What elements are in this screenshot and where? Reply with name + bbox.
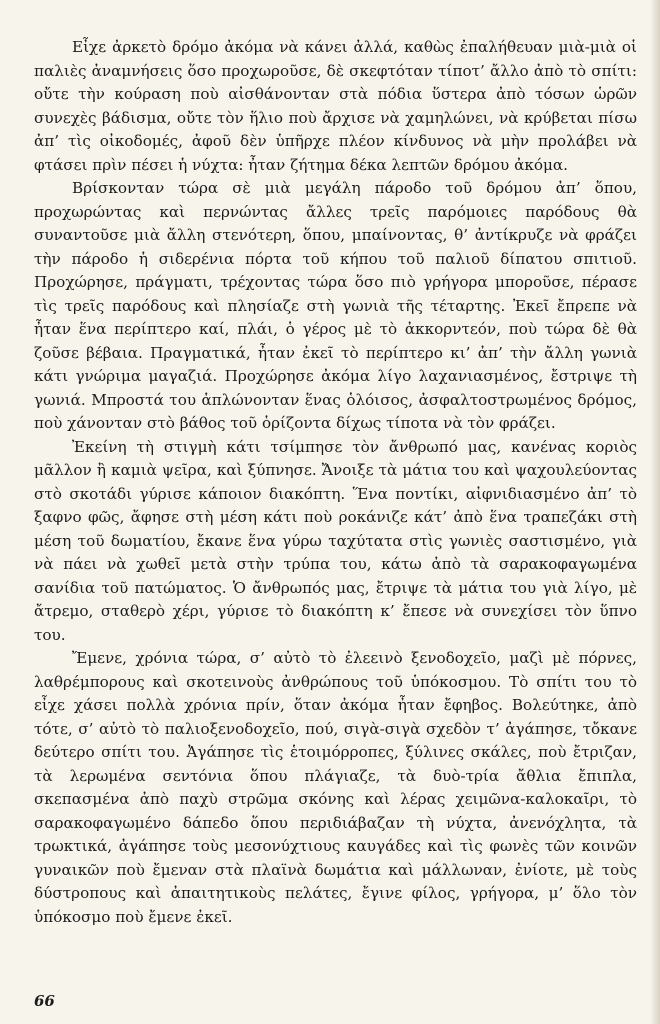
paragraph-3: Ἐκείνη τὴ στιγμὴ κάτι τσίμπησε τὸν ἄνθρωπό μας, κανένας κοριὸς μᾶλλον ἢ καμιὰ ψεῖρα, καὶ ξύπνησε. Ἄνοιξε τὰ μάτια του καὶ ψαχουλεύοντας στὸ σκοτάδι γύρισε κάποιον διακόπτη. Ἕνα ποντίκι, αἰφνιδιασμένο ἀπ’ τὸ ξαφνο φῶς, ἄφησε στὴ μέση κάτι ποὺ ροκάνιζε κάτ’ ἀπὸ ἕνα τραπεζάκι στὴ μέση τοῦ δωματίου, ἔκανε ἕνα γύρω ταχύτατα στὶς γωνιὲς σαστισμένο, γιὰ νὰ πάει νὰ χωθεῖ μετὰ στὴν τρύπα του, κάτω ἀπὸ τὰ σαρακοφαγωμένα σανίδια τοῦ πατώματος. Ὁ ἄνθρωπός μας, ἔτριψε τὰ μάτια του γιὰ λίγο, μὲ ἄτρεμο, σταθερὸ χέρι, γύρισε τὸ διακόπτη κ’ ἔπεσε νὰ συνεχίσει τὸν ὕπνο του.	[34, 437, 637, 644]
page-number: 66	[34, 992, 55, 1010]
paragraph-4: Ἔμενε, χρόνια τώρα, σ’ αὐτὸ τὸ ἐλεεινὸ ξενοδοχεῖο, μαζὶ μὲ πόρνες, λαθρέμπορους καὶ σκοτεινοὺς ἀνθρώπους τοῦ ὑπόκοσμου. Τὸ σπίτι του τὸ εἶχε χάσει πολλὰ χρόνια πρίν, ὅταν ἀκόμα ἦταν ἔφηβος. Βολεύτηκε, ἀπὸ τότε, σ’ αὐτὸ τὸ παλιοξενοδοχεῖο, πού, σιγὰ-σιγὰ σχεδὸν τ’ ἀγάπησε, τὄκανε δεύτερο σπίτι του. Ἀγάπησε τὶς ἑτοιμόρροπες, ξύλινες σκάλες, ποὺ ἔτριζαν, τὰ λερωμένα σεντόνια ὅπου πλάγιαζε, τὰ δυὸ-τρία ἄθλια ἔπιπλα, σκεπασμένα ἀπὸ παχὺ στρῶμα σκόνης καὶ λέρας χειμῶνα-καλοκαῖρι, τὸ σαρακοφαγωμένο δάπεδο ὅπου περιδιάβαζαν τὴ νύχτα, ἀνενόχλητα, τὰ τρωκτικά, ἀγάπησε τοὺς μεσονύχτιους καυγάδες καὶ τὶς φωνὲς τῶν κοινῶν γυναικῶν ποὺ ἔμεναν στὰ πλαϊνὰ δωμάτια καὶ μάλλωναν, ἐνίοτε, μὲ τοὺς δύστροπους καὶ ἀπαιτητικοὺς πελάτες, ἔγινε φίλος, γρήγορα, μ’ ὅλο τὸν ὑπόκοσμο ποὺ ἔμενε ἐκεῖ.	[34, 649, 637, 926]
paragraph-2: Βρίσκονταν τώρα σὲ μιὰ μεγάλη πάροδο τοῦ δρόμου ἀπ’ ὅπου, προχωρώντας καὶ περνώντας ἄλλες τρεῖς παρόμοιες παρόδους θὰ συναντοῦσε μιὰ ἄλλη στενότερη, ὅπου, μπαίνοντας, θ’ ἀντίκρυζε νὰ φράζει τὴν πάροδο ἡ σιδερένια πόρτα τοῦ κήπου τοῦ παλιοῦ δίπατου σπιτιοῦ. Προχώρησε, πράγματι, τρέχοντας τώρα ὅσο πιὸ γρήγορα μποροῦσε, πέρασε τὶς τρεῖς παρόδους καὶ πλησίαζε στὴ γωνιὰ τῆς τέταρτης. Ἐκεῖ ἔπρεπε νὰ ἦταν ἕνα περίπτερο καί, πλάι, ὁ γέρος μὲ τὸ ἀκκορντεόν, ποὺ τώρα δὲ θὰ ζοῦσε βέβαια. Πραγματικά, ἦταν ἐκεῖ τὸ περίπτερο κι’ ἀπ’ τὴν ἄλλη γωνιὰ κάτι γνώριμα μαγαζιά. Προχώρησε ἀκόμα λίγο λαχανιασμένος, ἔστριψε τὴ γωνιά. Μπροστά του ἁπλώνονταν ἕνας ὁλόισος, ἀσφαλτοστρωμένος δρόμος, ποὺ χάνονταν στὸ βάθος τοῦ ὁρίζοντα δίχως τίποτα νὰ τὸν φράζει.	[34, 179, 637, 432]
page-edge-shadow	[650, 0, 660, 1024]
body-text	[34, 36, 637, 929]
paragraph-1: Εἶχε ἀρκετὸ δρόμο ἀκόμα νὰ κάνει ἀλλά, καθὼς ἐπαλήθευαν μιὰ-μιὰ οἱ παλιὲς ἀναμνήσεις ὅσο προχωροῦσε, δὲ σκεφτόταν τίποτ’ ἄλλο ἀπὸ τὸ σπίτι: οὔτε τὴν κούραση ποὺ αἰσθάνονταν στὰ πόδια ὕστερα ἀπὸ τόσων ὡρῶν συνεχὲς βάδισμα, οὔτε τὸν ἥλιο ποὺ ἄρχισε νὰ χαμηλώνει, νὰ κρύβεται πίσω ἀπ’ τὶς οἰκοδομές, ἀφοῦ δὲν ὑπῆρχε πλέον κίνδυνος νὰ μὴν προλάβει νὰ φτάσει πρὶν πέσει ἡ νύχτα: ἦταν ζήτημα δέκα λεπτῶν δρόμου ἀκόμα.	[34, 38, 637, 174]
